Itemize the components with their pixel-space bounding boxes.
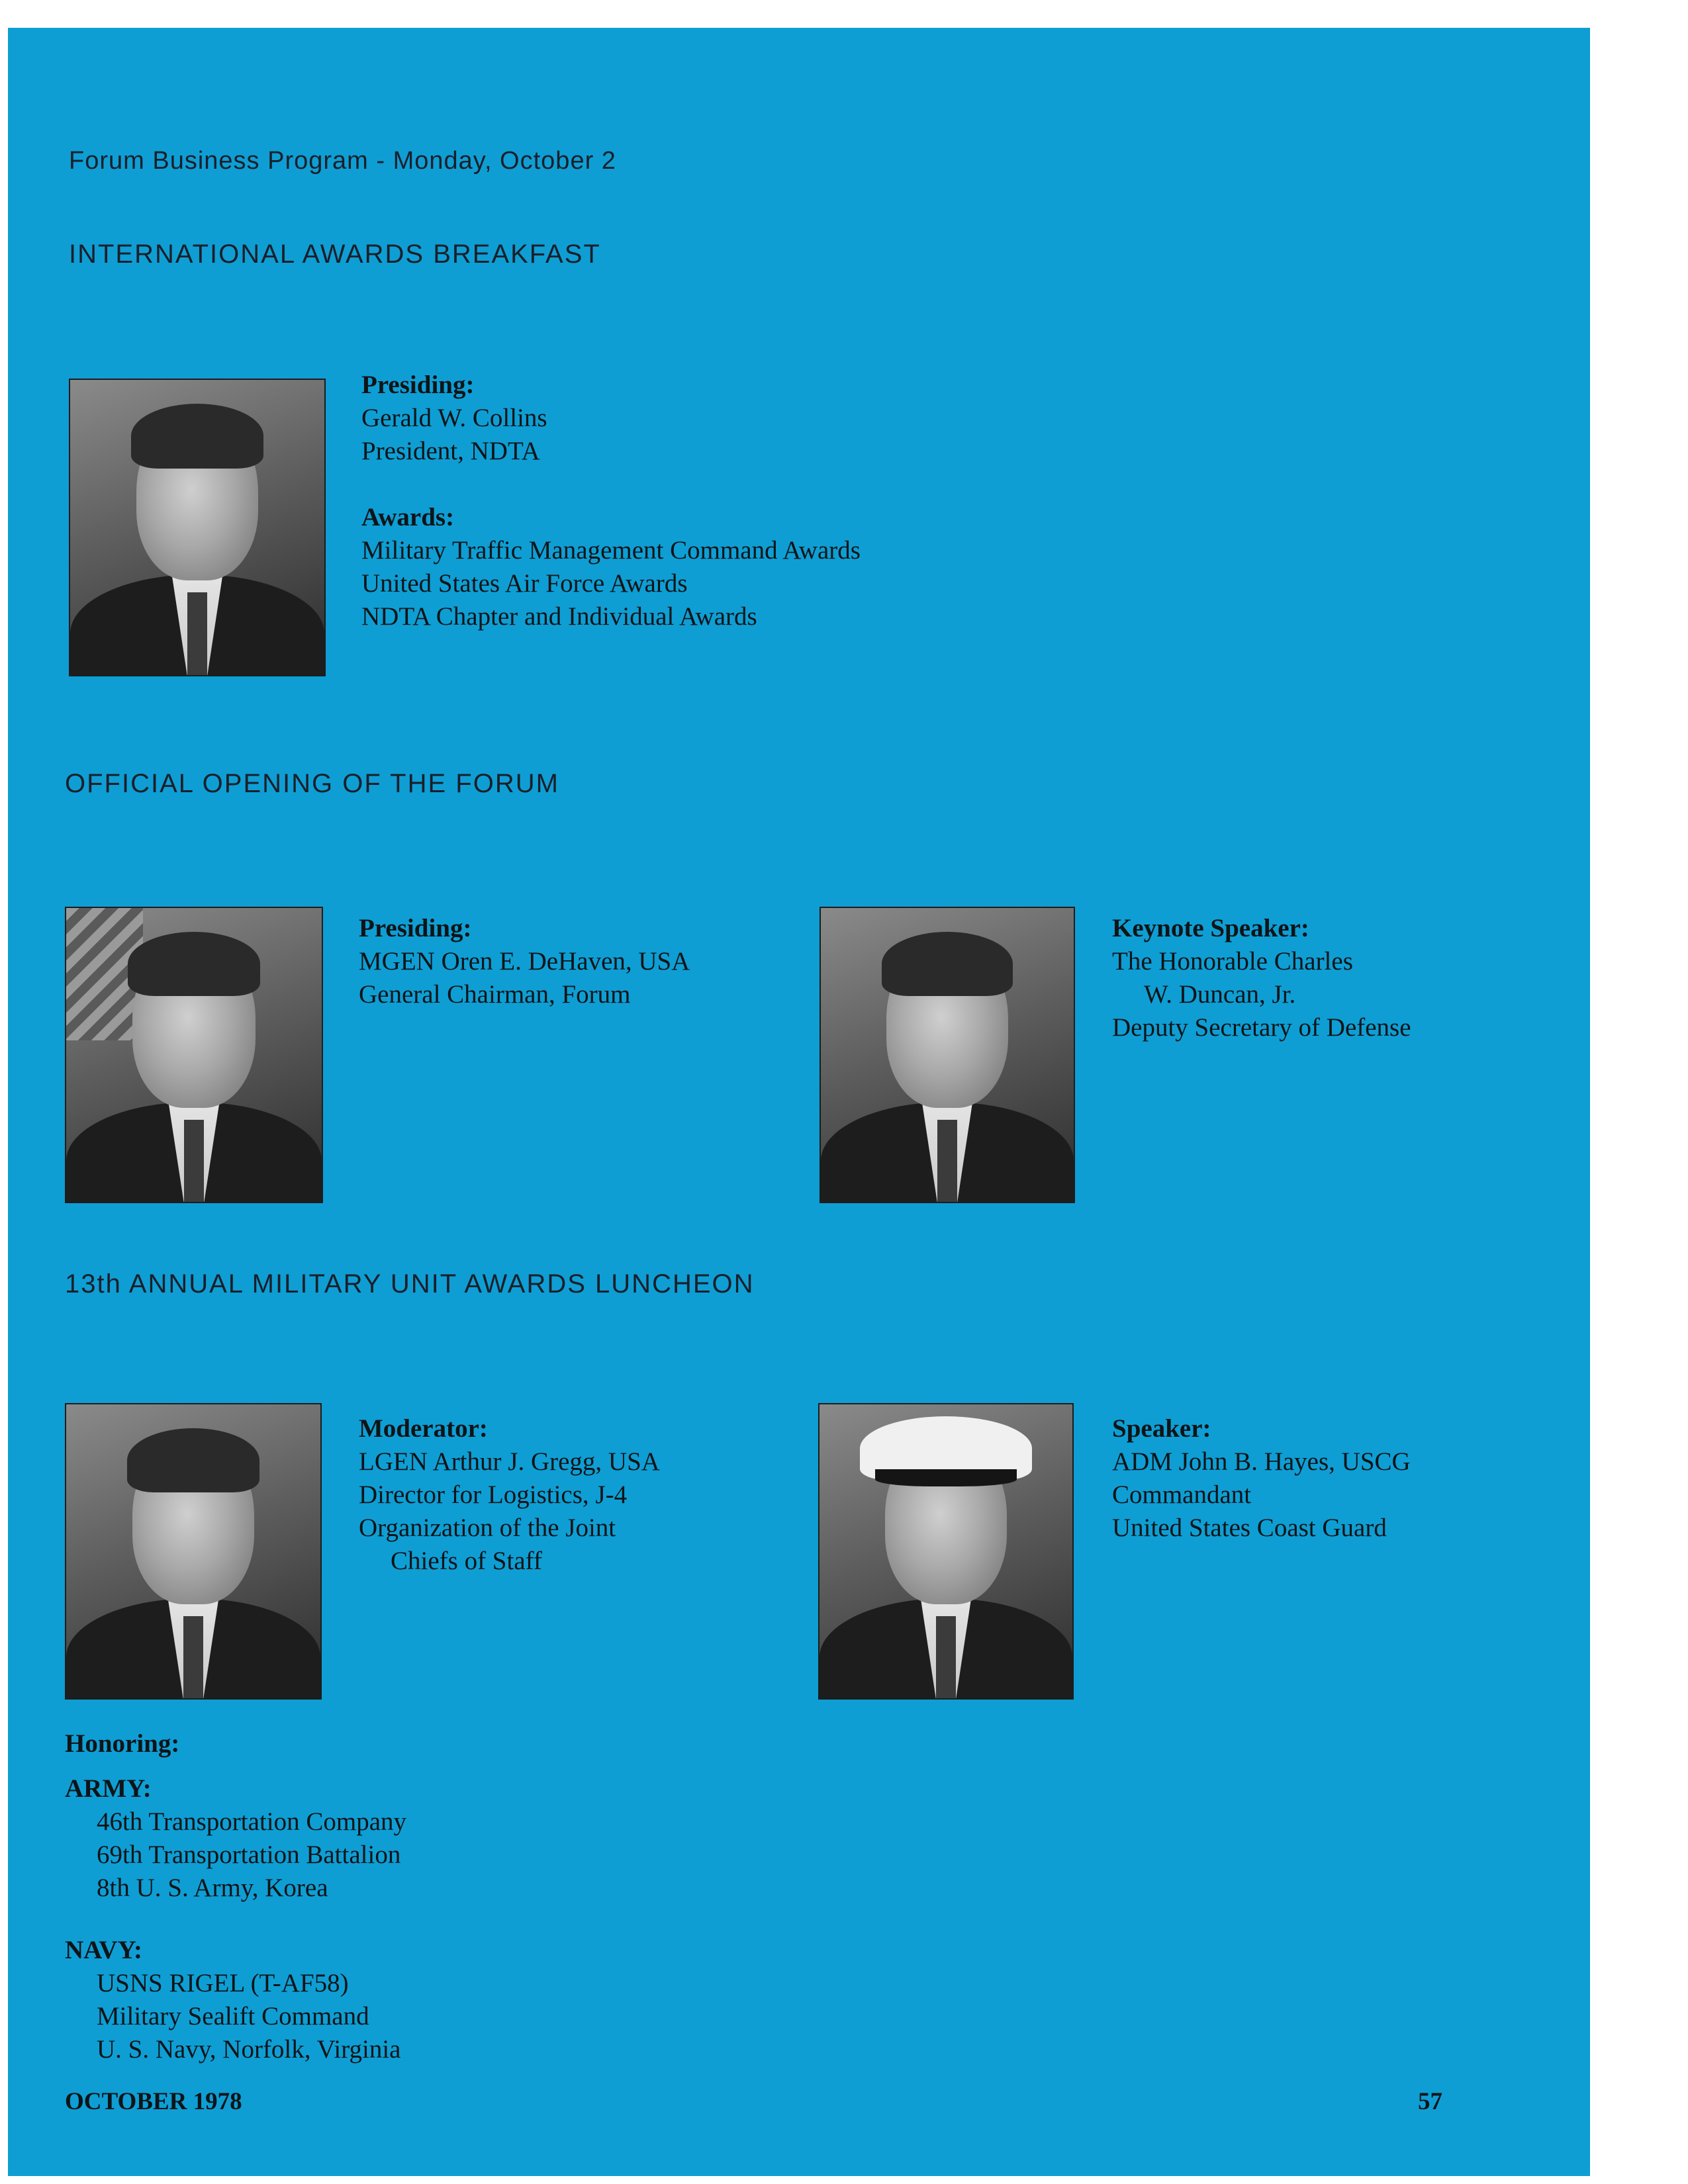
page-header: Forum Business Program - Monday, October 2: [69, 147, 616, 175]
keynote-line: The Honorable Charles: [1112, 947, 1353, 976]
army-unit: 46th Transportation Company: [97, 1807, 407, 1836]
navy-unit: Military Sealift Command: [97, 2002, 369, 2030]
moderator-line: LGEN Arthur J. Gregg, USA: [359, 1447, 660, 1476]
keynote-line: W. Duncan, Jr.: [1144, 980, 1296, 1009]
section-title-opening: OFFICIAL OPENING OF THE FORUM: [65, 769, 559, 798]
breakfast-info: [361, 369, 861, 633]
presiding-line: MGEN Oren E. DeHaven, USA: [359, 947, 690, 976]
presiding-name: Gerald W. Collins: [361, 404, 547, 432]
photo-oren-dehaven: [65, 907, 323, 1203]
awards-label: Awards:: [361, 503, 455, 531]
speaker-line: ADM John B. Hayes, USCG: [1112, 1447, 1411, 1476]
photo-john-hayes: [818, 1403, 1074, 1700]
opening-presiding-info: [359, 912, 690, 1011]
moderator-line: Director for Logistics, J-4: [359, 1480, 628, 1509]
page-number: 57: [1418, 2088, 1442, 2115]
navy-label: NAVY:: [65, 1936, 143, 1964]
speaker-label: Speaker:: [1112, 1414, 1211, 1443]
award-item: United States Air Force Awards: [361, 569, 688, 598]
presiding-label: Presiding:: [361, 371, 475, 399]
keynote-label: Keynote Speaker:: [1112, 914, 1309, 942]
photo-gerald-collins: [69, 379, 326, 676]
honoring-label: Honoring:: [65, 1729, 180, 1758]
moderator-label: Moderator:: [359, 1414, 488, 1443]
army-label: ARMY:: [65, 1774, 152, 1803]
footer-date: OCTOBER 1978: [65, 2088, 242, 2115]
luncheon-speaker-info: [1112, 1412, 1411, 1545]
army-unit: 69th Transportation Battalion: [97, 1841, 401, 1869]
opening-keynote-info: [1112, 912, 1411, 1044]
section-title-breakfast: INTERNATIONAL AWARDS BREAKFAST: [69, 240, 601, 269]
magazine-page: [8, 28, 1590, 2176]
presiding-label: Presiding:: [359, 914, 472, 942]
navy-unit: USNS RIGEL (T-AF58): [97, 1969, 349, 1997]
army-unit: 8th U. S. Army, Korea: [97, 1874, 328, 1902]
navy-unit: U. S. Navy, Norfolk, Virginia: [97, 2035, 401, 2064]
photo-arthur-gregg: [65, 1403, 322, 1700]
presiding-title: President, NDTA: [361, 437, 540, 465]
moderator-line: Chiefs of Staff: [391, 1547, 542, 1575]
moderator-line: Organization of the Joint: [359, 1514, 616, 1542]
presiding-line: General Chairman, Forum: [359, 980, 631, 1009]
award-item: NDTA Chapter and Individual Awards: [361, 602, 757, 631]
award-item: Military Traffic Management Command Awards: [361, 536, 861, 565]
honoring-list: [65, 1727, 406, 2066]
photo-charles-duncan: [820, 907, 1075, 1203]
speaker-line: Commandant: [1112, 1480, 1252, 1509]
speaker-line: United States Coast Guard: [1112, 1514, 1387, 1542]
keynote-line: Deputy Secretary of Defense: [1112, 1013, 1411, 1042]
section-title-luncheon: 13th ANNUAL MILITARY UNIT AWARDS LUNCHEON: [65, 1269, 755, 1298]
luncheon-moderator-info: [359, 1412, 660, 1578]
